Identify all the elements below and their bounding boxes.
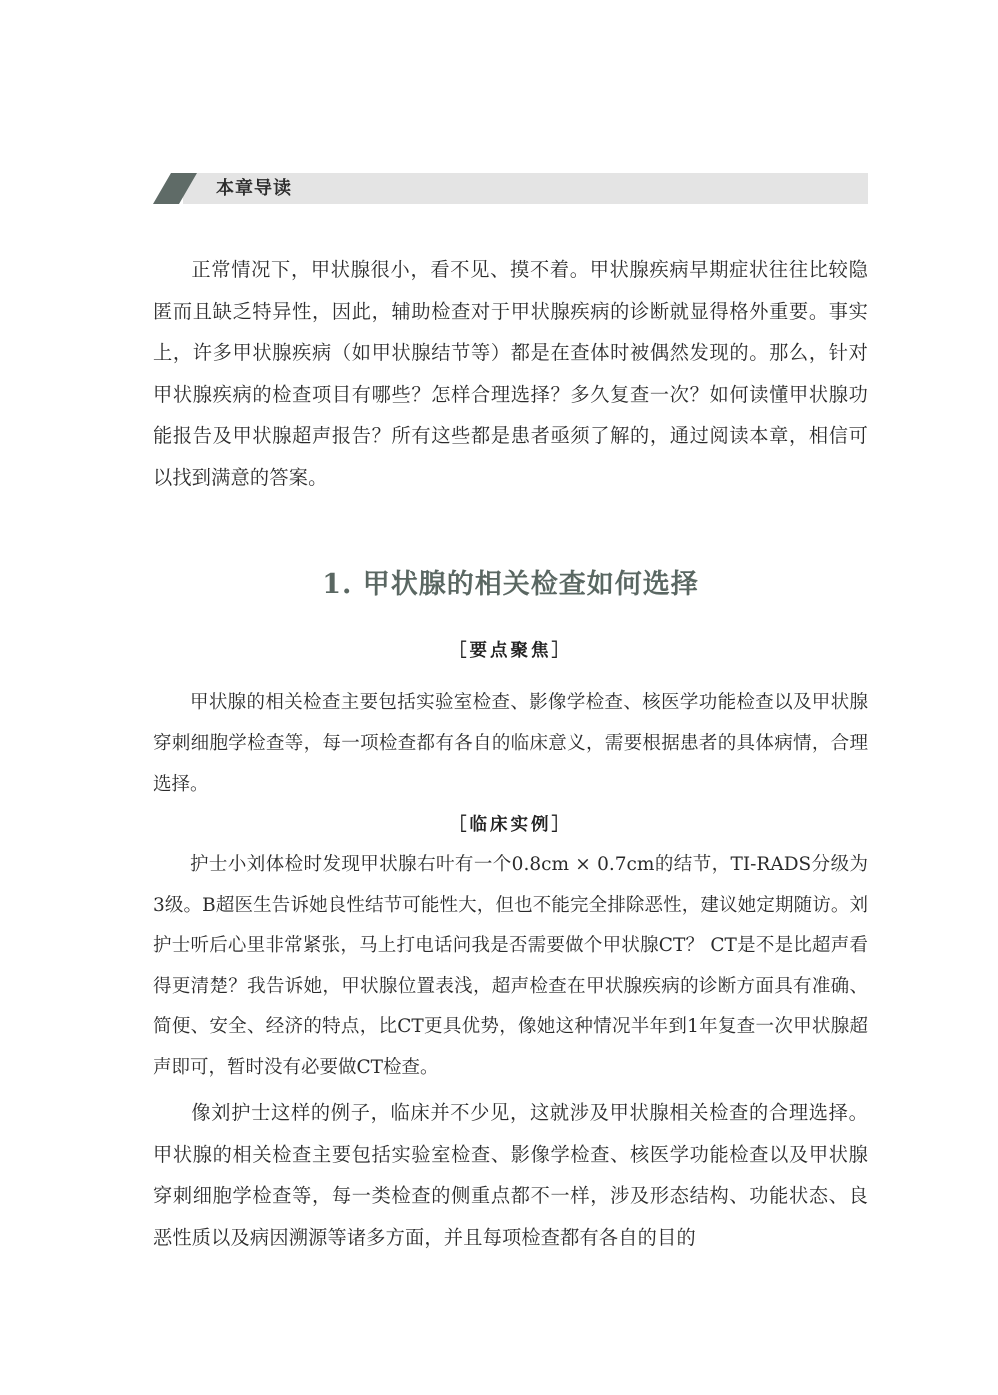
key-points-paragraph: 甲状腺的相关检查主要包括实验室检查、影像学检查、核医学功能检查以及甲状腺穿刺细胞学检查等，每一项检查都有各自的临床意义，需要根据患者的具体病情，合理选择。 [153,692,868,795]
section-title: 1. 甲状腺的相关检查如何选择 [322,569,699,600]
chapter-guide-paragraph: 正常情况下，甲状腺很小，看不见、摸不着。甲状腺疾病早期症状往往比较隐匿而且缺乏特异性，因此，辅助检查对于甲状腺疾病的诊断就显得格外重要。事实上，许多甲状腺疾病（如甲状腺结节等）都是在查体时被偶然发现的。那么，针对甲状腺疾病的检查项目有哪些？怎样合理选择？多久复查一次？如何读懂甲状腺功能报告及甲状腺超声报告？所有这些都是患者亟须了解的，通过阅读本章，相信可以找到满意的答案。 [153,258,868,489]
chapter-guide-banner [153,173,868,204]
chapter-guide-title: 本章导读 [216,178,292,199]
clinical-case-paragraph: 护士小刘体检时发现甲状腺右叶有一个0.8cm × 0.7cm的结节，TI-RADS分级为3级。B超医生告诉她良性结节可能性大，但也不能完全排除恶性，建议她定期随访。刘护士听后心里非常紧张，马上打电话问我是否需要做个甲状腺CT？ CT是不是比超声看得更清楚？我告诉她，甲状腺位置表浅，超声检查在甲状腺疾病的诊断方面具有准确、简便、安全、经济的特点，比CT更具优势，像她这种情况半年到1年复查一次甲状腺超声即可，暂时没有必要做CT检查。 [153,854,868,1078]
discussion-paragraph: 像刘护士这样的例子，临床并不少见，这就涉及甲状腺相关检查的合理选择。甲状腺的相关检查主要包括实验室检查、影像学检查、核医学功能检查以及甲状腺穿刺细胞学检查等，每一类检查的侧重点都不一样，涉及形态结构、功能状态、良恶性质以及病因溯源等诸多方面，并且每项检查都有各自的目的 [153,1101,868,1249]
clinical-case-heading: ［临床实例］ [449,815,572,835]
key-points-heading: ［要点聚焦］ [449,641,572,661]
